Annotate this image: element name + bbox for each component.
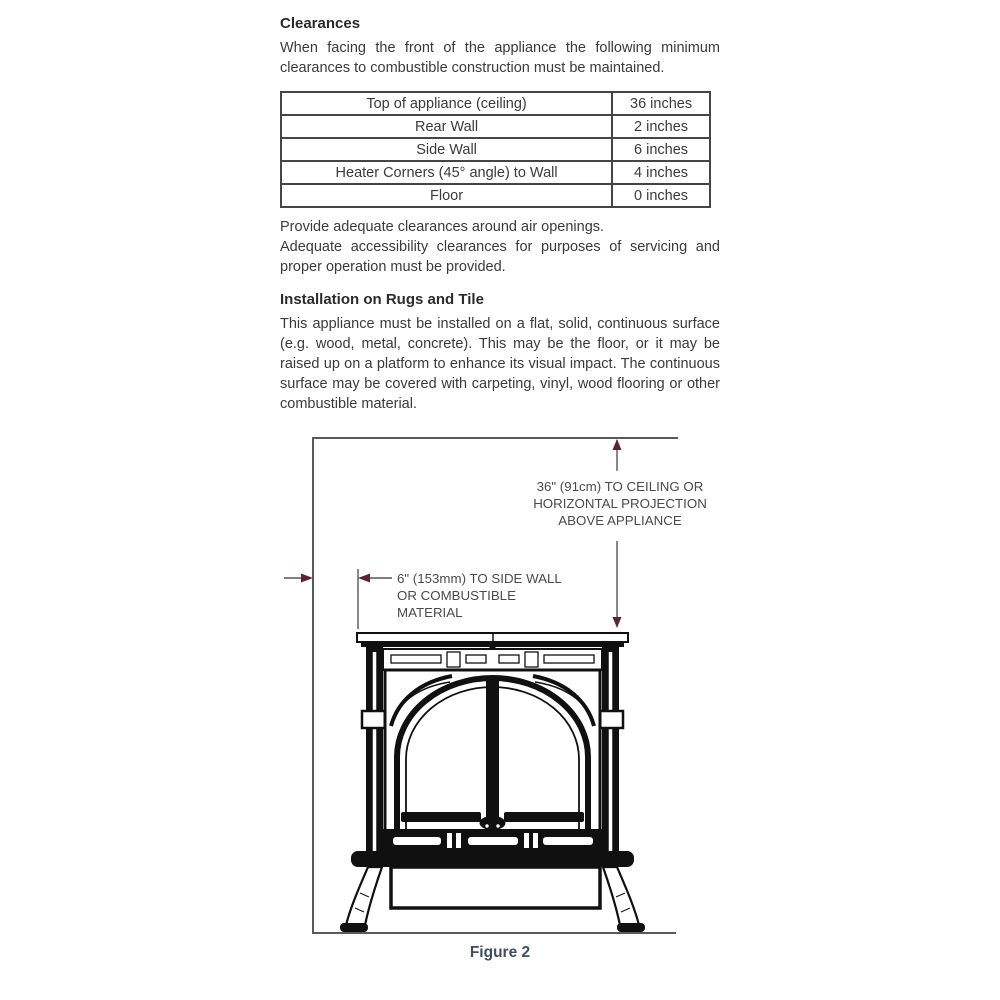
note-air-openings: Provide adequate clearances around air openings. [280,219,605,235]
ceiling-label-line: ABOVE APPLIANCE [558,513,682,528]
side-label-line: OR COMBUSTIBLE [397,588,516,603]
figure-caption: Figure 2 [469,944,531,961]
clearance-surface-cell: Heater Corners (45° angle) to Wall [281,161,612,184]
side-dimension [284,569,392,629]
side-label-line: MATERIAL [397,605,463,620]
ceiling-clearance-label [533,479,707,528]
rugs-heading: Installation on Rugs and Tile [280,291,484,308]
ceiling-label-line: HORIZONTAL PROJECTION [533,496,707,511]
side-label-line: 6" (153mm) TO SIDE WALL [397,571,562,586]
table-row [281,138,710,161]
clearance-surface-cell: Side Wall [281,138,612,161]
table-row [281,161,710,184]
arrow-down-icon [613,617,622,628]
clearance-value-cell: 6 inches [612,138,710,161]
table-row [281,184,710,207]
note-accessibility: Adequate accessibility clearances for purposes of servicing and proper operation must be provided. [280,239,720,275]
arrow-right-icon [301,574,313,583]
clearance-surface-cell: Top of appliance (ceiling) [281,92,612,115]
clearance-surface-cell: Floor [281,184,612,207]
clearance-diagram [270,420,730,995]
table-row [281,115,710,138]
clearances-heading: Clearances [280,15,361,32]
table-row [281,92,710,115]
arrow-up-icon [613,439,622,450]
clearance-value-cell: 4 inches [612,161,710,184]
arrow-left-icon [358,574,370,583]
clearance-value-cell: 0 inches [612,184,710,207]
side-clearance-label [397,571,562,620]
text-column [280,14,720,414]
clearance-surface-cell: Rear Wall [281,115,612,138]
stove-drawing [340,633,645,932]
rugs-body: This appliance must be installed on a flat, solid, continuous surface (e.g. wood, metal, concrete). This may be the floor, or it may be raised up on a platform to enhance its visual impact. The continuous surface may be covered with carpeting, vinyl, wood flooring or other combustible material. [280,316,720,412]
ceiling-label-line: 36" (91cm) TO CEILING OR [536,479,704,494]
clearance-table [280,91,711,208]
clearance-value-cell: 36 inches [612,92,710,115]
clearance-value-cell: 2 inches [612,115,710,138]
clearances-intro: When facing the front of the appliance the following minimum clearances to combustible construction must be maintained. [280,40,720,76]
